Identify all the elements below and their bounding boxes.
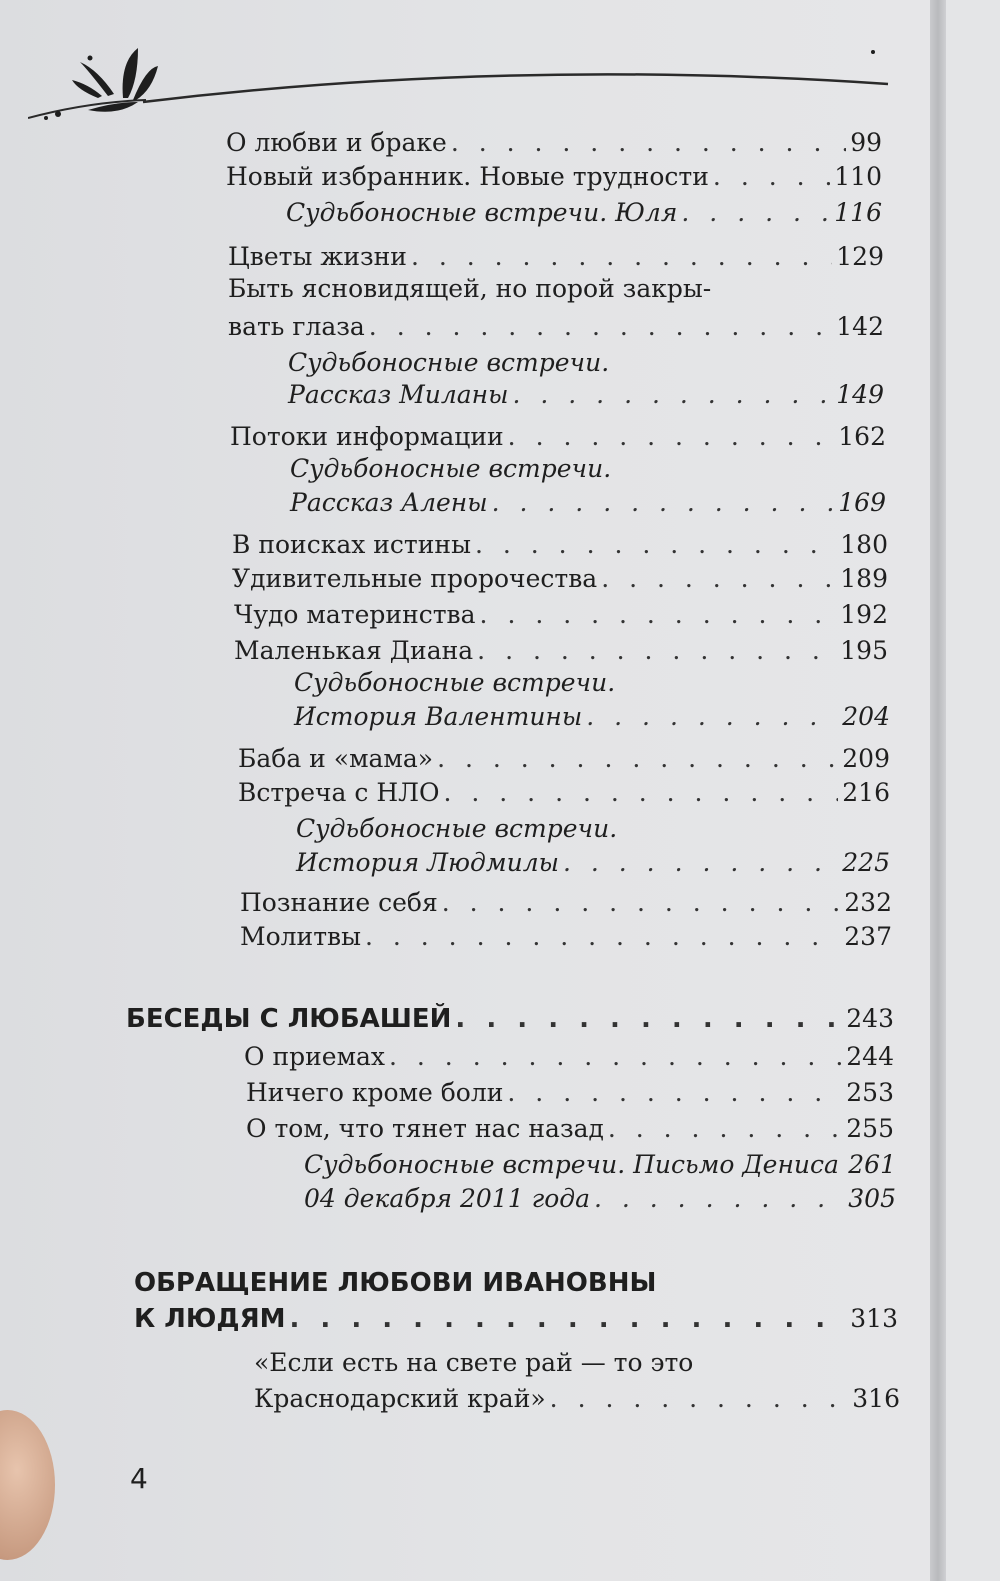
toc-entry[interactable] [304,1182,896,1216]
leader-dots [442,886,841,920]
toc-entry-title: 04 декабря 2011 года [304,1184,590,1213]
toc-entry[interactable] [294,700,890,734]
leader-dots [289,1302,846,1336]
leader-dots [513,378,833,412]
toc-section-heading[interactable] [134,1302,898,1336]
toc-entry-page: 129 [836,242,884,271]
leader-dots [681,196,830,230]
leader-dots [843,1148,844,1182]
leader-dots [492,486,835,520]
leader-dots [480,598,837,632]
section-title: К ЛЮДЯМ [134,1304,286,1334]
toc-entry-page: 99 [850,128,882,157]
toc-entry-page: 195 [840,636,888,665]
toc-entry-title: О том, что тянет нас назад [246,1114,604,1143]
leader-dots [455,1002,842,1036]
toc-entry-page: 237 [844,922,892,951]
toc-entry-page: 261 [848,1150,896,1179]
toc-entry-page: 232 [844,888,892,917]
toc-entry-title: История Валентины [294,702,583,731]
leader-dots [601,562,836,596]
toc-entry[interactable] [246,1076,894,1110]
toc-entry-title: О приемах [244,1042,386,1071]
toc-entry-title: Краснодарский край» [254,1384,546,1413]
toc-entry-title: Новый избранник. Новые трудности [226,162,709,191]
toc-entry[interactable] [232,562,888,596]
toc-entry[interactable] [228,310,884,344]
toc-entry-title-line1: Судьбоносные встречи. [290,454,612,483]
toc-entry-title: Маленькая Диана [234,636,474,665]
leader-dots [451,126,846,160]
toc-entry[interactable] [290,486,886,520]
leader-dots [550,1382,849,1416]
toc-entry[interactable] [232,528,888,562]
leader-dots [369,310,832,344]
toc-entry-page: 316 [852,1384,900,1413]
toc-entry-page: 189 [840,564,888,593]
toc-entry[interactable] [254,1382,900,1416]
toc-entry-title-line1: Судьбоносные встречи. [296,814,618,843]
section-page: 313 [850,1304,898,1333]
toc-entry-page: 255 [846,1114,894,1143]
leader-dots [608,1112,842,1146]
toc-entry-title: Баба и «мама» [238,744,434,773]
toc-entry-title: Познание себя [240,888,438,917]
toc-entry-title: Судьбоносные встречи. Юля [286,198,678,227]
toc-entry-page: 149 [836,380,884,409]
toc-entry[interactable] [228,240,884,274]
toc-entry-title: В поисках истины [232,530,471,559]
toc-entry[interactable] [304,1148,896,1182]
toc-entry-title-line1: «Если есть на свете рай — то это [254,1348,694,1377]
toc-entry[interactable] [246,1112,894,1146]
toc-entry-page: 162 [838,422,886,451]
leader-dots [594,1182,844,1216]
toc-entry-page: 225 [842,848,890,877]
toc-entry[interactable] [238,742,890,776]
toc-entry-title: Цветы жизни [228,242,407,271]
leader-dots [507,1076,842,1110]
toc-entry-title: Потоки информации [230,422,504,451]
toc-entry-page: 305 [848,1184,896,1213]
toc-entry-title: Удивительные пророчества [232,564,598,593]
toc-entry-page: 110 [834,162,882,191]
toc-entry-title: Чудо материнства [234,600,476,629]
section-title-line1: ОБРАЩЕНИЕ ЛЮБОВИ ИВАНОВНЫ [134,1268,657,1298]
toc-entry-title-line1: Быть ясновидящей, но порой закры- [228,274,712,303]
toc-entry[interactable] [234,598,888,632]
toc-entry-title: Судьбоносные встречи. Письмо Дениса [304,1150,839,1179]
leader-dots [411,240,832,274]
toc-entry[interactable] [226,160,882,194]
toc-entry[interactable] [230,420,886,454]
toc-entry-title: Молитвы [240,922,361,951]
toc-entry-page: 142 [836,312,884,341]
toc-entry-page: 253 [846,1078,894,1107]
leader-dots [444,776,839,810]
toc-section-heading[interactable] [126,1002,894,1036]
toc-entry-title-line1: Судьбоносные встречи. [288,348,610,377]
leader-dots [508,420,835,454]
toc-entry[interactable] [288,378,884,412]
page-number: 4 [130,1462,148,1495]
toc-entry-page: 169 [838,488,886,517]
toc-entry[interactable] [244,1040,894,1074]
toc-entry[interactable] [296,846,890,880]
toc-entry[interactable] [286,196,882,230]
toc-entry-page: 204 [842,702,890,731]
toc-entry-page: 180 [840,530,888,559]
toc-entry-title: вать глаза [228,312,365,341]
toc-entry-title-line1: Судьбоносные встречи. [294,668,616,697]
leader-dots [586,700,838,734]
toc-entry-page: 244 [846,1042,894,1071]
leader-dots [437,742,838,776]
toc-entry[interactable] [234,634,888,668]
toc-entry[interactable] [238,776,890,810]
toc-entry-title: Рассказ Алены [290,488,488,517]
leader-dots [713,160,830,194]
leader-dots [477,634,836,668]
leader-dots [563,846,838,880]
toc-entry-title: Ничего кроме боли [246,1078,504,1107]
section-page: 243 [846,1004,894,1033]
adjacent-page-edge [946,0,1000,1581]
toc-entry-title: История Людмилы [296,848,559,877]
toc-entry-title: Встреча с НЛО [238,778,440,807]
leader-dots [475,528,836,562]
section-title: БЕСЕДЫ С ЛЮБАШЕЙ [126,1004,452,1034]
toc-entry[interactable] [240,886,892,920]
toc-entry-page: 216 [842,778,890,807]
leader-dots [389,1040,842,1074]
toc-entry-page: 116 [834,198,882,227]
toc-entry-page: 209 [842,744,890,773]
toc-entry-page: 192 [840,600,888,629]
toc-entry[interactable] [226,126,882,160]
toc-entry-title: Рассказ Миланы [288,380,509,409]
toc-entry-title: О любви и браке [226,128,447,157]
toc-entry[interactable] [240,920,892,954]
leader-dots [365,920,840,954]
